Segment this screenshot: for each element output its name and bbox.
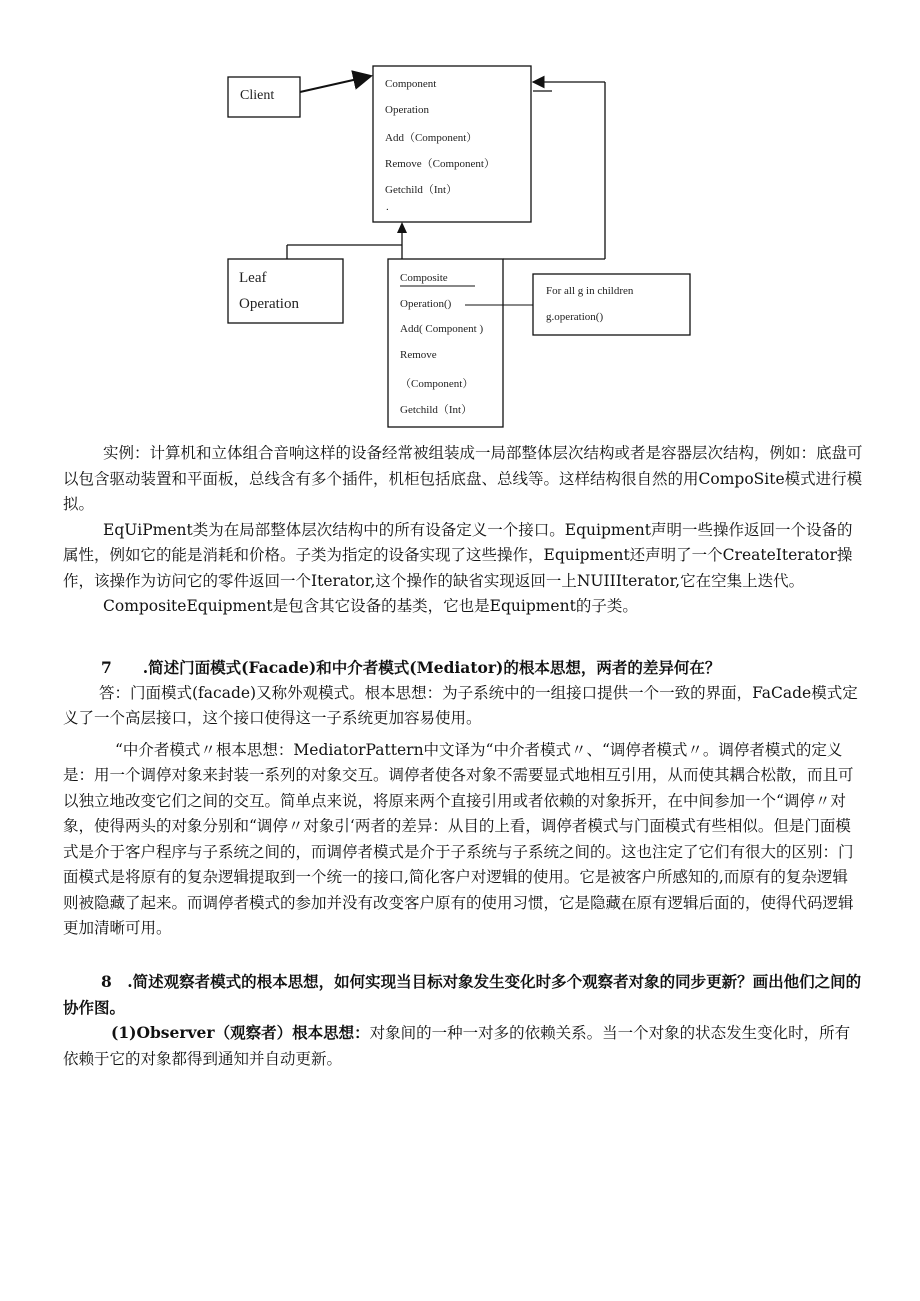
component-operation: Operation bbox=[385, 104, 429, 116]
question-7-answer-1: 答：门面模式(facade)又称外观模式。根本思想：为子系统中的一组接口提供一个一致的界面，FaCade模式定义了一个高层接口，这个接口使得这一子系统更加容易使用。 bbox=[63, 683, 858, 727]
question-8-answer-1 bbox=[63, 1020, 863, 1072]
leaf-label: Leaf bbox=[239, 270, 267, 286]
composite-add: Add( Component ) bbox=[400, 323, 484, 335]
observer-label: (1)Observer（观察者）根本思想： bbox=[111, 1023, 370, 1042]
question-7-answer-2: “中介者模式〃根本思想：MediatorPattern中文译为“中介者模式〃、“调停者模式〃。调停者模式的定义是：用一个调停对象来封装一系列的对象交互。调停者使各对象不需要显式地相互引用，从而使其耦合松散，而且可以独立地改变它们之间的交互。简单点来说，将原来两个直接引用或者依赖的对象拆开，在中间参加一个“调停〃对象，使得两头的对象分别和“调停〃对象引‘两者的差异：从目的上看，调停者模式与门面模式有些相似。但是门面模式是介于客户程序与子系统之间的，而调停者模式是介于子系统与子系统之间的。这也注定了它们有很大的区别：门面模式是将原有的复杂逻辑提取到一个统一的接口,简化客户对逻辑的使用。它是被客户所感知的,而原有的复杂逻辑则被隐藏了起来。而调停者模式的参加并没有改变客户原有的使用习惯，它是隐藏在原有逻辑后面的，使得代码逻辑更加清晰可用。 bbox=[63, 740, 854, 937]
question-7-heading: 7 .简述门面模式(Facade)和中介者模式(Mediator)的根本思想，两者的差异何在？ bbox=[101, 658, 721, 677]
note-box bbox=[533, 274, 690, 335]
example-section bbox=[63, 441, 863, 620]
question-7-section bbox=[63, 655, 863, 942]
example-paragraph-2: EqUiPment类为在局部整体层次结构中的所有设备定义一个接口。Equipment声明一些操作返回一个设备的属性，例如它的能是消耗和价格。子类为指定的设备实现了这些操作，Equipment还声明了一个CreateIterator操作，该操作为访问它的零件返回一个Iterator,这个操作的缺省实现返回一上NUIIIterator,它在空集上迭代。 bbox=[63, 520, 853, 590]
composite-label: Composite bbox=[400, 272, 448, 284]
composite-remove-arg: （Component） bbox=[400, 378, 474, 390]
composite-uml-diagram bbox=[0, 0, 920, 440]
component-getchild: Getchild（Int） bbox=[385, 184, 458, 196]
leaf-operation: Operation bbox=[239, 296, 299, 312]
composite-operation: Operation() bbox=[400, 298, 452, 310]
note-line-2: g.operation() bbox=[546, 311, 604, 323]
component-dot: . bbox=[386, 201, 389, 213]
question-8-heading: 8 .简述观察者模式的根本思想，如何实现当目标对象发生变化时多个观察者对象的同步更新？画出他们之间的协作图。 bbox=[63, 972, 862, 1017]
leaf-box bbox=[228, 259, 343, 323]
composite-remove: Remove bbox=[400, 349, 437, 361]
component-remove: Remove（Component） bbox=[385, 158, 495, 170]
example-paragraph-3: CompositeEquipment是包含其它设备的基类，它也是Equipment的子类。 bbox=[103, 597, 638, 615]
component-add: Add（Component） bbox=[385, 132, 478, 144]
question-8-section bbox=[63, 969, 863, 1072]
diagram-lines bbox=[0, 0, 920, 440]
inheritance-arrowhead bbox=[397, 222, 407, 233]
example-paragraph-1: 实例：计算机和立体组合音响这样的设备经常被组装成一局部整体层次结构或者是容器层次结构，例如：底盘可以包含驱动装置和平面板，总线含有多个插件，机柜包括底盘、总线等。这样结构很自然的用CompoSite模式进行模拟。 bbox=[63, 444, 863, 513]
note-line-1: For all g in children bbox=[546, 285, 634, 297]
observer-text: 对象间的一种一对多的依赖关系。当一个对象的状态发生变化时，所有依赖于它的对象都得到通知并自动更新。 bbox=[63, 1024, 851, 1068]
component-label: Component bbox=[385, 78, 437, 90]
client-label: Client bbox=[240, 88, 275, 103]
client-arrow bbox=[300, 76, 371, 92]
composite-getchild: Getchild（Int） bbox=[400, 404, 473, 416]
